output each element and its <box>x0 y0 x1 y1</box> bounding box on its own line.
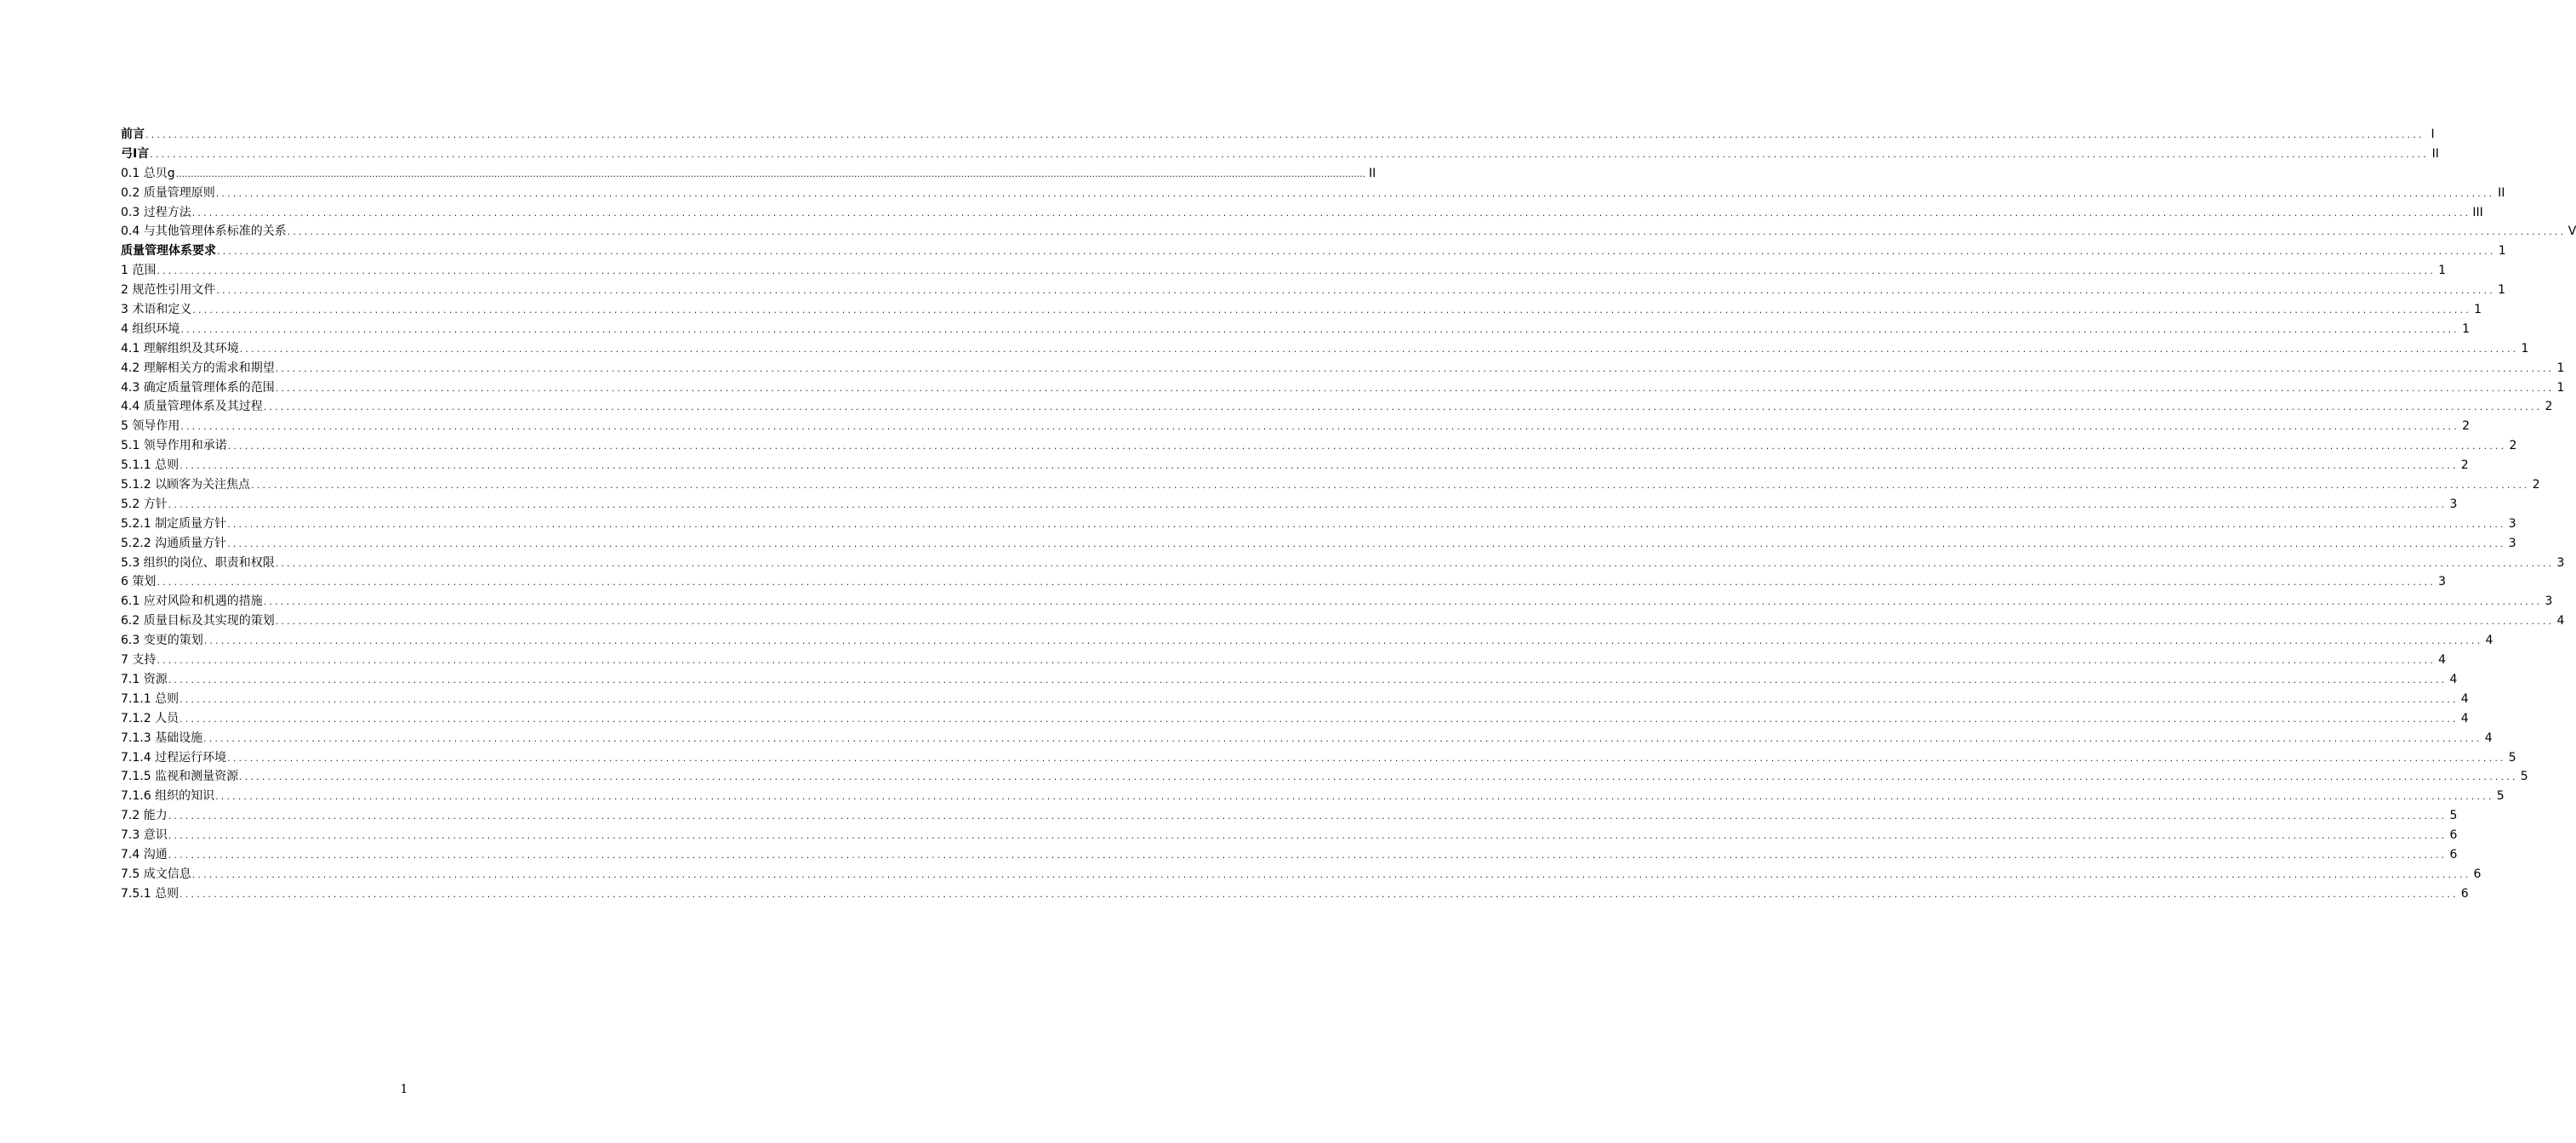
toc-entry-page: III <box>2472 205 2483 219</box>
toc-entry-page: II <box>2431 146 2439 161</box>
dot-leader: ................................................................................................................................................................................................................................................................................................................................................................................................................ <box>168 810 2448 822</box>
dot-leader: ................................................................................................................................................................................................................................................................................................................................................................................................................ <box>191 868 2471 880</box>
toc-entry[interactable] <box>121 884 2469 904</box>
toc-entry-label: 7.2 能力 <box>121 809 168 823</box>
toc-entry-page: 5 <box>2508 750 2516 765</box>
toc-entry-label: 7.1.3 基础设施 <box>121 731 203 745</box>
dot-leader: ................................................................................................................................................................................................................................................................................................................................................................................................................ <box>180 323 2459 335</box>
toc-entry-label: 7.1.6 组织的知识 <box>121 789 215 804</box>
toc-entry-label: 7.1.2 人员 <box>121 711 180 725</box>
toc-entry-page: 6 <box>2449 847 2458 862</box>
toc-entry[interactable] <box>121 397 2553 417</box>
dot-leader: ................................................................................................................................................................................................................................................................................................................................................................................................................ <box>157 265 2436 277</box>
toc-entry-page: 1 <box>2438 264 2446 278</box>
dot-leader: ................................................................................................................................................................................................................................................................................................................................................................................................................ <box>175 168 1366 179</box>
toc-entry-label: 4.1 理解组织及其环境 <box>121 341 239 355</box>
toc-entry-page: 3 <box>2545 594 2553 609</box>
toc-entry-label: 0.2 质量管理原则 <box>121 185 215 200</box>
toc-entry-label: 7.1 资源 <box>121 672 168 686</box>
toc-entry[interactable] <box>121 320 2470 339</box>
toc-entry-page: 2 <box>2545 400 2553 414</box>
toc-entry-label: 3 术语和定义 <box>121 303 192 317</box>
toc-entry[interactable] <box>121 631 2493 651</box>
toc-entry[interactable] <box>121 300 2482 320</box>
dot-leader: ................................................................................................................................................................................................................................................................................................................................................................................................................ <box>216 285 2495 297</box>
toc-entry-label: 7.1.5 监视和测量资源 <box>121 770 239 784</box>
toc-entry-label: 质量管理体系要求 <box>121 244 216 259</box>
toc-entry-label: 0.3 过程方法 <box>121 205 191 219</box>
toc-entry-label: 6.1 应对风险和机遇的措施 <box>121 594 263 609</box>
toc-entry[interactable] <box>121 145 2439 164</box>
dot-leader: ................................................................................................................................................................................................................................................................................................................................................................................................................ <box>157 577 2436 589</box>
toc-entry-page: 1 <box>2462 321 2470 336</box>
dot-leader: ................................................................................................................................................................................................................................................................................................................................................................................................................ <box>215 187 2495 199</box>
toc-entry[interactable] <box>121 709 2469 729</box>
toc-entry-label: 7.1.4 过程运行环境 <box>121 750 227 765</box>
toc-entry[interactable] <box>121 534 2516 554</box>
dot-leader: ................................................................................................................................................................................................................................................................................................................................................................................................................ <box>227 752 2506 764</box>
toc-entry-label: 6.3 变更的策划 <box>121 634 203 648</box>
toc-entry-label: 5 领导作用 <box>121 419 180 434</box>
toc-entry-page: 2 <box>2462 419 2470 434</box>
dot-leader: ................................................................................................................................................................................................................................................................................................................................................................................................................ <box>168 830 2448 842</box>
toc-entry[interactable] <box>121 787 2505 806</box>
dot-leader: ................................................................................................................................................................................................................................................................................................................................................................................................................ <box>145 129 2425 140</box>
toc-entry[interactable] <box>121 242 2506 261</box>
toc-entry-label: 4.4 质量管理体系及其过程 <box>121 400 263 414</box>
dot-leader: ................................................................................................................................................................................................................................................................................................................................................................................................................ <box>275 616 2555 628</box>
dot-leader: ................................................................................................................................................................................................................................................................................................................................................................................................................ <box>275 382 2555 394</box>
toc-entry-page: 4 <box>2460 691 2469 706</box>
toc-entry-page: 5 <box>2449 809 2458 823</box>
toc-entry-label: 0.1 总贝g <box>121 166 175 180</box>
toc-entry-label: 7.5 成文信息 <box>121 867 191 881</box>
dot-leader: ................................................................................................................................................................................................................................................................................................................................................................................................................ <box>203 732 2482 744</box>
dot-leader: ................................................................................................................................................................................................................................................................................................................................................................................................................ <box>150 148 2429 160</box>
dot-leader: ................................................................................................................................................................................................................................................................................................................................................................................................................ <box>180 713 2459 725</box>
toc-entry[interactable] <box>121 729 2493 748</box>
toc-entry-page: 2 <box>2460 458 2469 473</box>
toc-entry-page: 1 <box>2498 283 2505 298</box>
dot-leader: ................................................................................................................................................................................................................................................................................................................................................................................................................ <box>263 401 2543 413</box>
toc-entry-page: 6 <box>2460 886 2469 901</box>
toc-entry-page: 4 <box>2485 634 2493 648</box>
toc-entry[interactable] <box>121 222 2576 242</box>
toc-entry-label: 弓I言 <box>121 146 150 161</box>
toc-entry-page: 1 <box>2498 244 2506 259</box>
toc-entry-page: II <box>2498 185 2505 200</box>
toc-entry-page: 2 <box>2509 439 2517 453</box>
toc-entry[interactable] <box>121 865 2482 884</box>
dot-leader: ................................................................................................................................................................................................................................................................................................................................................................................................................ <box>157 655 2436 667</box>
dot-leader: ................................................................................................................................................................................................................................................................................................................................................................................................................ <box>239 343 2519 355</box>
toc-entry[interactable] <box>121 203 2483 223</box>
dot-leader: ................................................................................................................................................................................................................................................................................................................................................................................................................ <box>180 693 2459 705</box>
dot-leader: ................................................................................................................................................................................................................................................................................................................................................................................................................ <box>227 537 2506 549</box>
toc-entry[interactable] <box>121 611 2565 631</box>
toc-entry[interactable] <box>121 281 2505 300</box>
dot-leader: ................................................................................................................................................................................................................................................................................................................................................................................................................ <box>180 421 2459 433</box>
toc-entry-label: 5.2.1 制定质量方针 <box>121 516 227 531</box>
toc-entry-page: 4 <box>2449 672 2458 686</box>
toc-entry[interactable] <box>121 651 2446 670</box>
toc-entry[interactable] <box>121 845 2458 865</box>
toc-entry-page: 3 <box>2438 575 2446 589</box>
toc-entry-page: 1 <box>2556 380 2565 395</box>
toc-entry-label: 7.3 意识 <box>121 828 168 843</box>
toc-entry-page: 5 <box>2496 789 2505 804</box>
toc-entry-page: 1 <box>2521 341 2529 355</box>
toc-entry[interactable] <box>121 164 1376 184</box>
dot-leader: ................................................................................................................................................................................................................................................................................................................................................................................................................ <box>180 888 2459 900</box>
toc-entry[interactable] <box>121 184 2505 203</box>
toc-entry[interactable] <box>121 495 2458 515</box>
toc-entry-label: 5.1.1 总则 <box>121 458 180 473</box>
toc-entry-label: 5.3 组织的岗位、职责和权限 <box>121 555 275 570</box>
toc-entry-page: 3 <box>2449 497 2458 511</box>
toc-entry[interactable] <box>121 417 2470 436</box>
toc-entry-label: 6.2 质量目标及其实现的策划 <box>121 614 275 628</box>
toc-entry-label: 7.5.1 总则 <box>121 886 180 901</box>
toc-entry-label: 5.1.2 以顾客为关注焦点 <box>121 478 251 492</box>
toc-entry[interactable] <box>121 125 2435 145</box>
toc-entry-page: II <box>1368 166 1376 180</box>
toc-entry-label: 2 规范性引用文件 <box>121 283 216 298</box>
toc-entry-page: 6 <box>2449 828 2458 843</box>
toc-entry-label: 5.1 领导作用和承诺 <box>121 439 227 453</box>
toc-entry-label: 7 支持 <box>121 653 157 668</box>
toc-entry[interactable] <box>121 436 2517 456</box>
dot-leader: ................................................................................................................................................................................................................................................................................................................................................................................................................ <box>168 498 2448 510</box>
toc-entry-page: I <box>2431 128 2435 141</box>
toc-entry-page: V <box>2567 225 2576 239</box>
toc-entry-label: 前言 <box>121 128 145 141</box>
toc-entry-page: 3 <box>2508 516 2516 531</box>
toc-entry-label: 7.4 沟通 <box>121 847 168 862</box>
dot-leader: ................................................................................................................................................................................................................................................................................................................................................................................................................ <box>168 849 2448 861</box>
table-of-contents <box>121 125 2576 904</box>
dot-leader: ................................................................................................................................................................................................................................................................................................................................................................................................................ <box>239 771 2518 783</box>
dot-leader: ................................................................................................................................................................................................................................................................................................................................................................................................................ <box>203 635 2483 647</box>
toc-entry-page: 1 <box>2474 303 2482 317</box>
toc-entry-page: 4 <box>2484 731 2493 745</box>
toc-entry-page: 3 <box>2556 555 2565 570</box>
toc-entry[interactable] <box>121 690 2469 709</box>
toc-entry-page: 2 <box>2532 478 2540 492</box>
dot-leader: ................................................................................................................................................................................................................................................................................................................................................................................................................ <box>180 460 2459 472</box>
toc-entry-label: 0.4 与其他管理体系标准的关系 <box>121 225 287 239</box>
toc-entry[interactable] <box>121 806 2458 826</box>
toc-entry[interactable] <box>121 826 2458 845</box>
dot-leader: ................................................................................................................................................................................................................................................................................................................................................................................................................ <box>251 480 2530 492</box>
dot-leader: ................................................................................................................................................................................................................................................................................................................................................................................................................ <box>275 557 2555 569</box>
toc-entry[interactable] <box>121 261 2446 281</box>
toc-entry[interactable] <box>121 592 2553 611</box>
toc-entry[interactable] <box>121 515 2516 534</box>
toc-entry[interactable] <box>121 378 2565 398</box>
toc-entry-label: 1 范围 <box>121 264 157 278</box>
toc-entry-label: 5.2 方针 <box>121 497 168 511</box>
toc-entry-label: 4.3 确定质量管理体系的范围 <box>121 380 275 395</box>
toc-entry-label: 5.2.2 沟通质量方针 <box>121 536 227 550</box>
toc-entry[interactable] <box>121 572 2446 592</box>
toc-entry[interactable] <box>121 748 2516 768</box>
page-number: 1 <box>400 1083 408 1096</box>
toc-entry-page: 4 <box>2460 711 2469 725</box>
dot-leader: ................................................................................................................................................................................................................................................................................................................................................................................................................ <box>227 518 2506 530</box>
dot-leader: ................................................................................................................................................................................................................................................................................................................................................................................................................ <box>275 362 2555 374</box>
toc-entry[interactable] <box>121 339 2529 359</box>
dot-leader: ................................................................................................................................................................................................................................................................................................................................................................................................................ <box>217 246 2496 258</box>
toc-entry[interactable] <box>121 475 2540 495</box>
dot-leader: ................................................................................................................................................................................................................................................................................................................................................................................................................ <box>263 596 2543 608</box>
dot-leader: ................................................................................................................................................................................................................................................................................................................................................................................................................ <box>215 791 2494 803</box>
toc-entry-label: 6 策划 <box>121 575 157 589</box>
toc-entry[interactable] <box>121 554 2565 573</box>
toc-entry-page: 4 <box>2556 614 2565 628</box>
dot-leader: ................................................................................................................................................................................................................................................................................................................................................................................................................ <box>192 304 2471 316</box>
toc-entry-label: 4 组织环境 <box>121 321 180 336</box>
toc-entry[interactable] <box>121 456 2469 475</box>
toc-entry[interactable] <box>121 359 2565 378</box>
toc-entry[interactable] <box>121 767 2528 787</box>
dot-leader: ................................................................................................................................................................................................................................................................................................................................................................................................................ <box>227 441 2507 452</box>
toc-entry-page: 6 <box>2473 867 2482 881</box>
dot-leader: ................................................................................................................................................................................................................................................................................................................................................................................................................ <box>191 207 2471 219</box>
dot-leader: ................................................................................................................................................................................................................................................................................................................................................................................................................ <box>168 674 2448 685</box>
toc-entry-page: 5 <box>2520 770 2528 784</box>
toc-entry-label: 7.1.1 总则 <box>121 691 180 706</box>
toc-entry-page: 4 <box>2438 653 2446 668</box>
toc-entry-page: 1 <box>2556 361 2565 375</box>
toc-entry[interactable] <box>121 670 2458 690</box>
toc-entry-label: 4.2 理解相关方的需求和期望 <box>121 361 275 375</box>
toc-entry-page: 3 <box>2508 536 2516 550</box>
dot-leader: ................................................................................................................................................................................................................................................................................................................................................................................................................ <box>287 226 2567 238</box>
